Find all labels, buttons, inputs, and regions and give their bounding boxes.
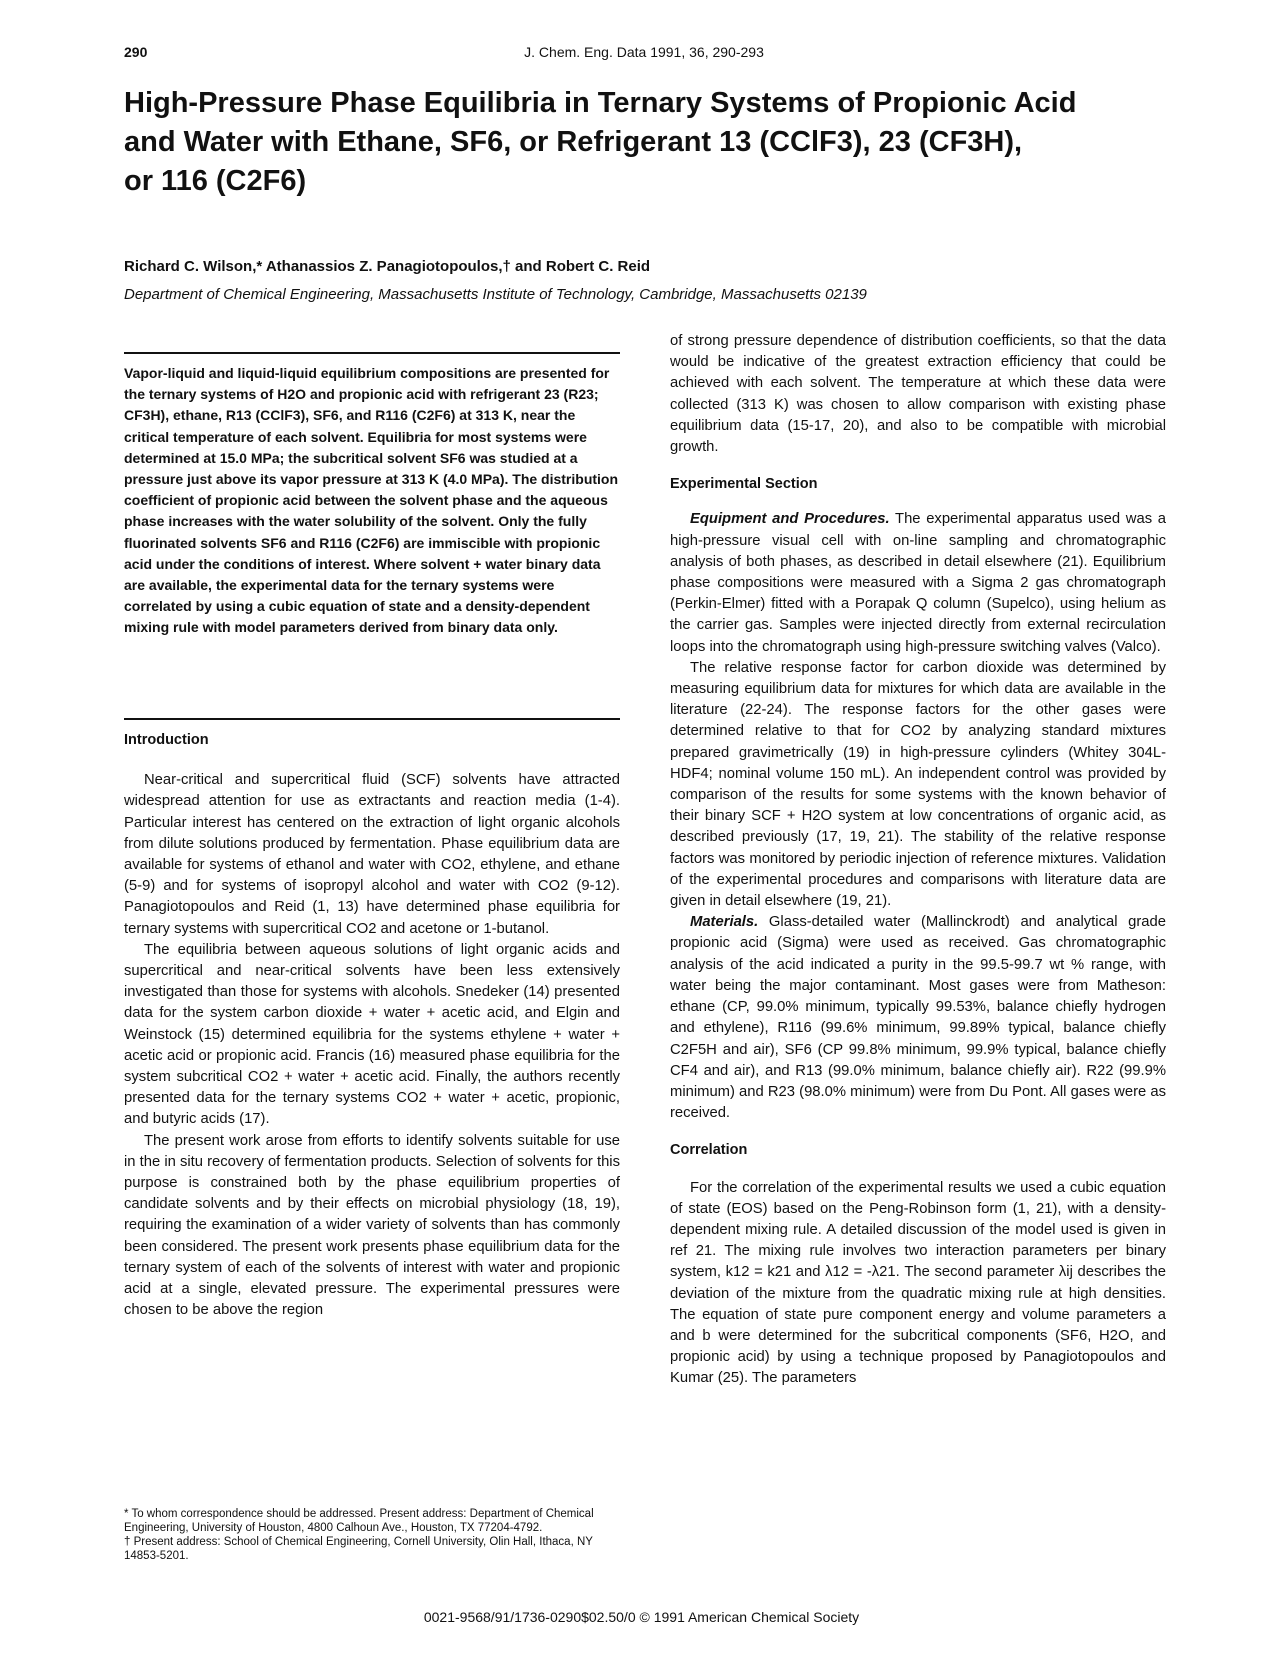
intro-paragraph-2: The equilibria between aqueous solutions of light organic acids and supercritical and near-critical solvents have been less extensively investigated than those for systems with alcohols. Snedeker (14) presented data for the system carbon dioxide + water + acetic acid, and Elgin and Weinstock (15) determined equilibria for the systems ethylene + water + acetic acid or propionic acid. Francis (16) measured phase equilibria for the system subcritical CO2 + water + acetic acid. Finally, the authors recently presented data for the ternary systems CO2 + water + acetic, propionic, and butyric acids (17). [124,941,620,1128]
equipment-text: The experimental apparatus used was a high-pressure visual cell with on-line sampling and chromatographic analysis of both phases, as described in detail elsewhere (21). Equilibrium phase compositions were measured with a Sigma 2 gas chromatograph (Perkin-Elmer) fitted with a Porapak Q column (Supelco), using helium as the carrier gas. Samples were injected directly from external recirculation loops into the chromatograph using high-pressure switching valves (Valco). [670,511,1167,655]
experimental-heading: Experimental Section [670,476,818,493]
equipment-runin: Equipment and Procedures. [690,511,890,528]
intro-paragraph-1: Near-critical and supercritical fluid (SCF) solvents have attracted widespread attention for use as extractants and reaction media (1-4). Particular interest has centered on the extraction of light organic alcohols from dilute solutions produced by fermentation. Phase equilibrium data are available for systems of ethanol and water with CO2, ethylene, and ethane (5-9) and for systems of isopropyl alcohol and water with CO2 (9-12). Panagiotopoulos and Reid (1, 13) have determined phase equilibria for ternary systems with supercritical CO2 and acetone or 1-butanol. [124,772,620,937]
left-column [124,730,620,1321]
footnote-present-address: † Present address: School of Chemical Engineering, Cornell University, Olin Hall, Ithaca, NY 14853-5201. [124,1536,593,1562]
author-list: Richard C. Wilson,* Athanassios Z. Panagiotopoulos,† and Robert C. Reid [124,258,651,275]
affiliation: Department of Chemical Engineering, Massachusetts Institute of Technology, Cambridge, Massachusetts 02139 [124,286,867,303]
materials-text: Glass-detailed water (Mallinckrodt) and analytical grade propionic acid (Sigma) were used as received. Gas chromatographic analysis of the acid indicated a purity in the 99.5-99.7 wt % range, with water being the major contaminant. Most gases were from Matheson: ethane (CP, 99.0% minimum, typically 99.53%, balance chiefly hydrogen and ethylene), R116 (99.6% minimum, 99.89% typical, balance chiefly C2F5H and air), SF6 (CP 99.8% minimum, 99.9% typical, balance chiefly CF4 and air), and R13 (99.0% minimum, balance chiefly air). R22 (99.9% minimum) and R23 (98.0% minimum) were from Du Pont. All gases were as received. [670,914,1166,1122]
abstract: Vapor-liquid and liquid-liquid equilibrium compositions are presented for the ternary systems of H2O and propionic acid with refrigerant 23 (R23; CF3H), ethane, R13 (CClF3), SF6, and R116 (C2F6) at 313 K, near the critical temperature of each solvent. Equilibria for most systems were determined at 15.0 MPa; the subcritical solvent SF6 was studied at a pressure just above its vapor pressure at 313 K (4.0 MPa). The distribution coefficient of propionic acid between the solvent phase and the aqueous phase increases with the water solubility of the solvent. Only the fully fluorinated solvents SF6 and R116 (C2F6) are immiscible with propionic acid under the conditions of interest. Where solvent + water binary data are available, the experimental data for the ternary systems were correlated by using a cubic equation of state and a density-dependent mixing rule with model parameters derived from binary data only. [124,365,619,636]
right-column [670,331,1166,1390]
introduction-heading: Introduction [124,732,209,748]
abstract-bottom-rule [124,718,620,720]
title-line-1: High-Pressure Phase Equilibria in Ternary Systems of Propionic Acid [124,87,1077,119]
materials-paragraph [670,912,1166,1124]
footnotes [124,1507,620,1563]
article-title [124,84,1174,201]
materials-runin: Materials. [690,914,759,931]
correlation-heading: Correlation [670,1142,748,1159]
footnote-correspondence: * To whom correspondence should be addressed. Present address: Department of Chemical Engineering, University of Houston, 4800 Calhoun Ave., Houston, TX 77204-4792. [124,1508,594,1534]
abstract-top-rule [124,352,620,354]
intro-paragraph-3: The present work arose from efforts to identify solvents suitable for use in the in situ recovery of fermentation products. Selection of solvents for this purpose is constrained both by the phase equilibrium properties of candidate solvents and by their effects on microbial physiology (18, 19), requiring the examination of a wider variety of solvents than has commonly been considered. The present work presents phase equilibrium data for the ternary system of each of the solvents of interest with water and propionic acid at a single, elevated pressure. The experimental pressures were chosen to be above the region [124,1132,620,1319]
intro-continuation: of strong pressure dependence of distribution coefficients, so that the data would be indicative of the greatest extraction efficiency that could be achieved with each solvent. The temperature at which these data were collected (313 K) was chosen to allow comparison with existing phase equilibrium data (15-17, 20), and also to be compatible with microbial growth. [670,333,1166,456]
response-factor-paragraph: The relative response factor for carbon dioxide was determined by measuring equilibrium data for mixtures for which data are available in the literature (22-24). The response factors for the other gases were determined relative to that for CO2 by analyzing standard mixtures prepared gravimetrically (19) in high-pressure cylinders (Whitey 304L-HDF4; nominal volume 150 mL). An independent control was provided by comparison of the results for some systems with the known behavior of their binary SCF + H2O system at low concentrations of organic acid, as described previously (17, 19, 21). The stability of the relative response factors was monitored by periodic injection of reference mixtures. Validation of the experimental procedures and comparisons with literature data are given in detail elsewhere (19, 21). [670,659,1166,910]
running-header [124,44,1164,66]
equipment-paragraph [670,509,1166,657]
title-line-2: and Water with Ethane, SF6, or Refrigerant 13 (CClF3), 23 (CF3H), [124,126,1023,158]
page-number: 290 [124,44,148,60]
correlation-paragraph: For the correlation of the experimental results we used a cubic equation of state (EOS) based on the Peng-Robinson form (1, 21), with a density-dependent mixing rule. A detailed discussion of the model used is given in ref 21. The mixing rule involves two interaction parameters per binary system, k12 = k21 and λ12 = -λ21. The second parameter λij describes the deviation of the mixture from the quadratic mixing rule at high densities. The equation of state pure component energy and volume parameters a and b were determined for the subcritical components (SF6, H2O, and propionic acid) by using a technique proposed by Panagiotopoulos and Kumar (25). The parameters [670,1179,1166,1387]
title-line-3: or 116 (C2F6) [124,165,307,197]
page-footer: 0021-9568/91/1736-0290$02.50/0 © 1991 American Chemical Society [423,1609,860,1625]
journal-citation: J. Chem. Eng. Data 1991, 36, 290-293 [524,44,764,60]
